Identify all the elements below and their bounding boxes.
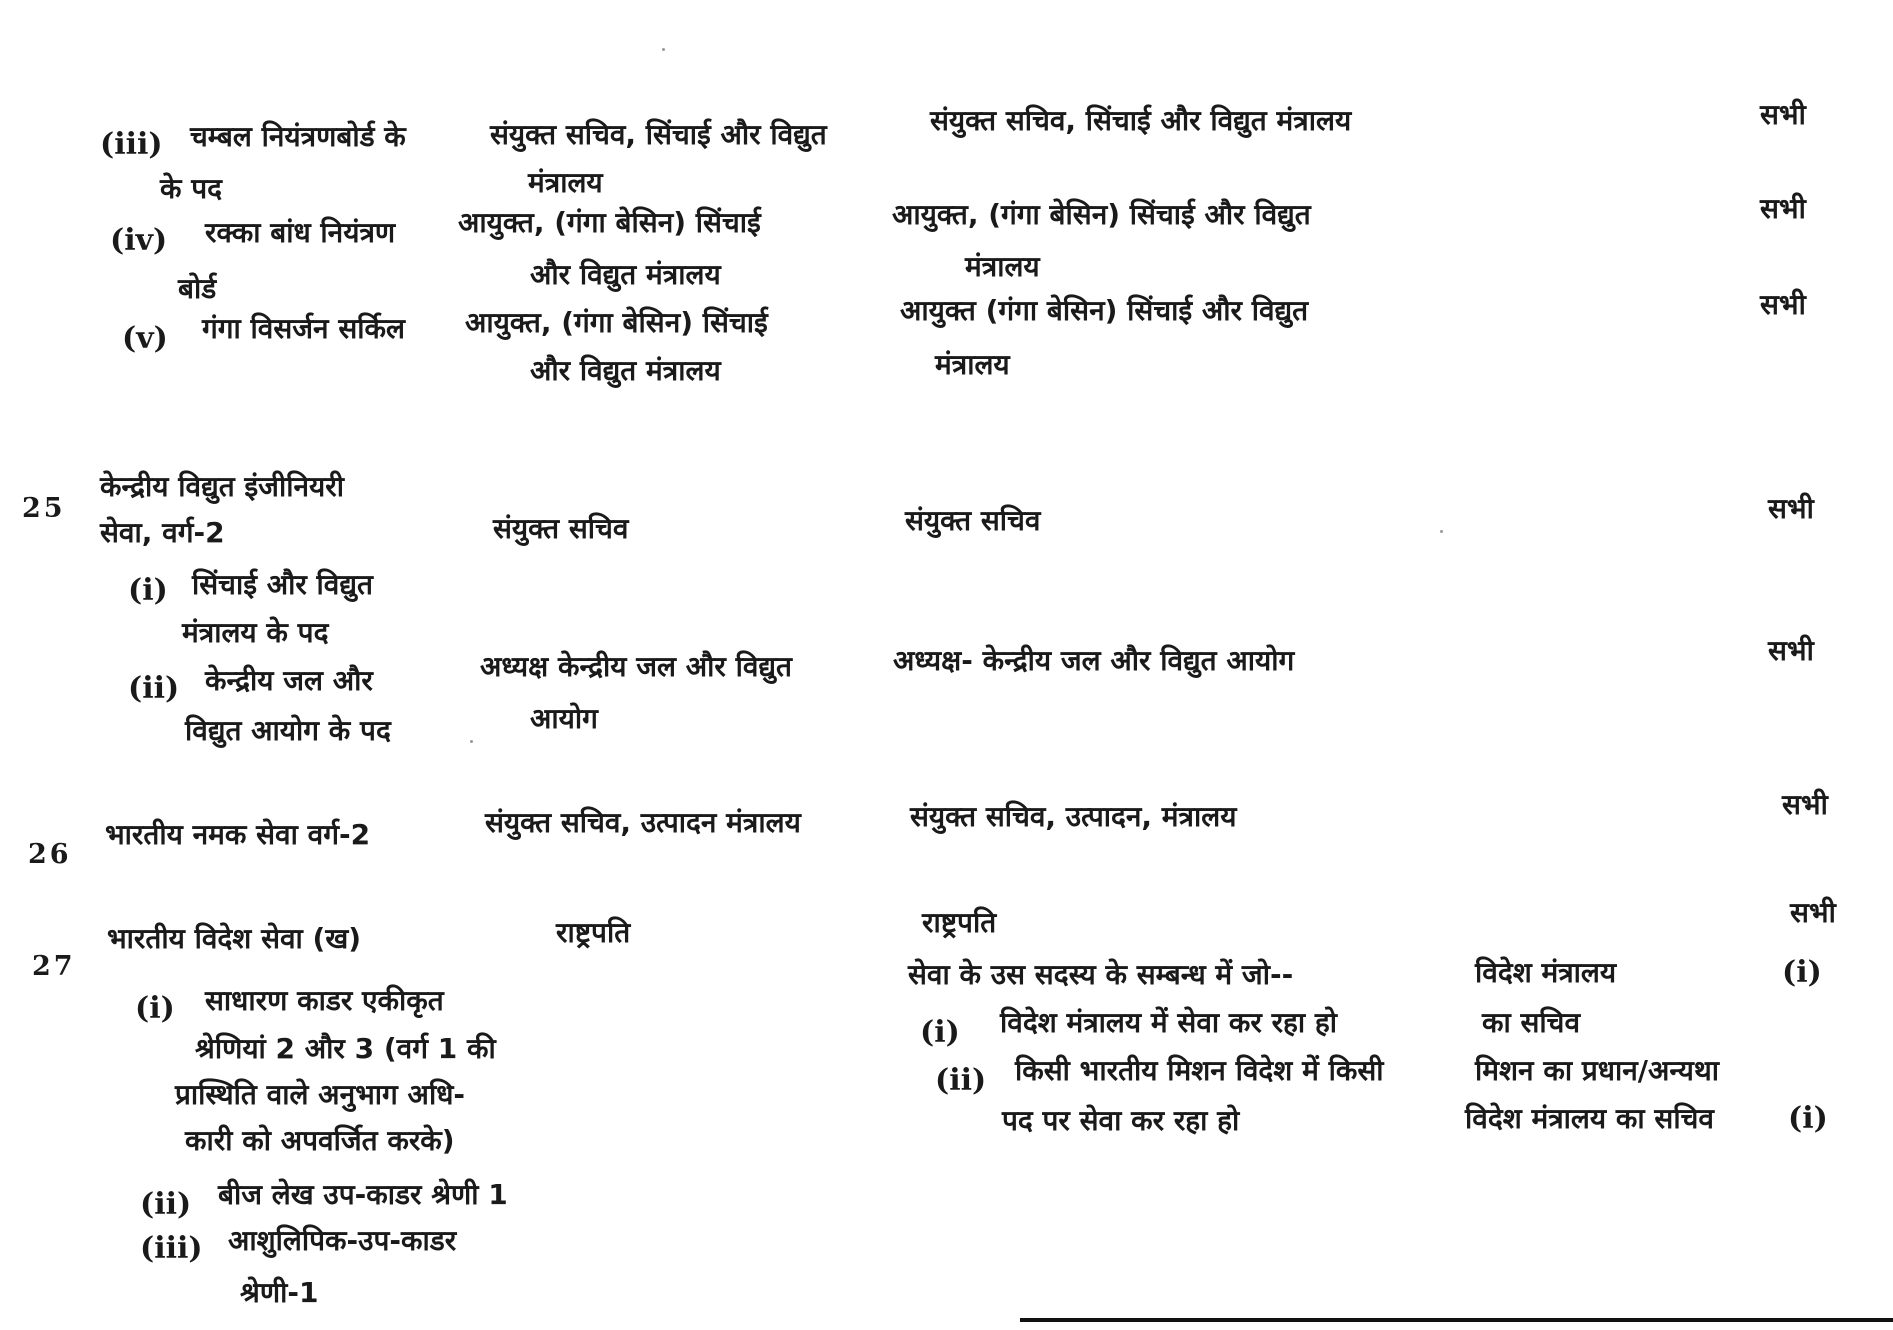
post-name: मंत्रालय के पद xyxy=(182,616,329,649)
authority-text: संयुक्त सचिव, सिंचाई और विद्युत xyxy=(490,118,827,151)
post-name: सिंचाई और विद्युत xyxy=(192,568,373,601)
applicability-text: सभी xyxy=(1760,98,1806,131)
authority-text: और विद्युत मंत्रालय xyxy=(530,354,721,387)
sub-item-numeral: (ii) xyxy=(935,1063,987,1098)
clause-reference: (i) xyxy=(1782,955,1822,990)
section-number: 26 xyxy=(28,839,72,870)
authority-text: आयुक्त, (गंगा बेसिन) सिंचाई xyxy=(465,306,768,339)
appellate-authority-text: संयुक्त सचिव, सिंचाई और विद्युत मंत्रालय xyxy=(930,104,1352,137)
sub-item-numeral: (i) xyxy=(128,573,168,608)
post-name: के पद xyxy=(160,172,223,205)
post-name: प्रास्थिति वाले अनुभाग अधि- xyxy=(175,1078,466,1111)
appellate-authority-text: आयुक्त (गंगा बेसिन) सिंचाई और विद्युत xyxy=(900,294,1309,327)
applicability-text: सभी xyxy=(1768,492,1814,525)
authority-text: राष्ट्रपति xyxy=(556,916,631,949)
sub-item-numeral: (ii) xyxy=(140,1187,192,1222)
appellate-authority-text: किसी भारतीय मिशन विदेश में किसी xyxy=(1015,1054,1384,1087)
scan-speck xyxy=(662,48,665,51)
appellate-authority-text: पद पर सेवा कर रहा हो xyxy=(1002,1104,1240,1137)
post-name: साधारण काडर एकीकृत xyxy=(205,984,444,1017)
authority-text: मंत्रालय xyxy=(528,166,603,199)
authority-text: विदेश मंत्रालय का सचिव xyxy=(1465,1102,1714,1135)
bottom-rule xyxy=(1020,1318,1893,1322)
appellate-authority-text: संयुक्त सचिव xyxy=(905,504,1041,537)
post-name: श्रेणी-1 xyxy=(240,1276,319,1309)
post-name: श्रेणियां 2 और 3 (वर्ग 1 की xyxy=(195,1032,496,1065)
authority-text: संयुक्त सचिव, उत्पादन मंत्रालय xyxy=(485,806,801,839)
service-name: सेवा, वर्ग-2 xyxy=(100,516,225,549)
appellate-authority-text: सेवा के उस सदस्य के सम्बन्ध में जो-- xyxy=(908,958,1294,991)
post-name: बीज लेख उप-काडर श्रेणी 1 xyxy=(218,1178,508,1211)
applicability-text: सभी xyxy=(1790,896,1836,929)
appellate-authority-text: मंत्रालय xyxy=(965,250,1040,283)
sub-item-numeral: (v) xyxy=(122,321,168,356)
section-number: 27 xyxy=(32,951,76,982)
authority-text: आयुक्त, (गंगा बेसिन) सिंचाई xyxy=(458,206,761,239)
applicability-text: सभी xyxy=(1760,288,1806,321)
sub-item-numeral: (iii) xyxy=(140,1231,203,1266)
post-name: रक्का बांध नियंत्रण xyxy=(205,216,396,249)
authority-text: और विद्युत मंत्रालय xyxy=(530,258,721,291)
scan-speck xyxy=(470,740,473,743)
post-name: केन्द्रीय जल और xyxy=(205,664,373,697)
service-name: भारतीय विदेश सेवा (ख) xyxy=(107,922,362,955)
sub-item-numeral: (i) xyxy=(135,991,175,1026)
post-name: विद्युत आयोग के पद xyxy=(185,714,391,747)
sub-item-numeral: (i) xyxy=(920,1015,960,1050)
sub-item-numeral: (iii) xyxy=(100,127,163,162)
authority-text: मिशन का प्रधान/अन्यथा xyxy=(1475,1054,1720,1087)
post-name: कारी को अपवर्जित करके) xyxy=(185,1124,455,1157)
applicability-text: सभी xyxy=(1768,634,1814,667)
authority-text: विदेश मंत्रालय xyxy=(1475,956,1617,989)
service-name: केन्द्रीय विद्युत इंजीनियरी xyxy=(100,470,344,503)
post-name: चम्बल नियंत्रणबोर्ड के xyxy=(190,120,406,153)
authority-text: अध्यक्ष केन्द्रीय जल और विद्युत xyxy=(480,650,793,683)
sub-item-numeral: (ii) xyxy=(128,671,180,706)
authority-text: का सचिव xyxy=(1482,1006,1581,1039)
post-name: आशुलिपिक-उप-काडर xyxy=(228,1224,457,1257)
appellate-authority-text: आयुक्त, (गंगा बेसिन) सिंचाई और विद्युत xyxy=(892,198,1311,231)
appellate-authority-text: मंत्रालय xyxy=(935,348,1010,381)
service-name: भारतीय नमक सेवा वर्ग-2 xyxy=(105,818,371,851)
applicability-text: सभी xyxy=(1782,788,1828,821)
clause-reference: (i) xyxy=(1788,1101,1828,1136)
appellate-authority-text: विदेश मंत्रालय में सेवा कर रहा हो xyxy=(1000,1006,1338,1039)
appellate-authority-text: संयुक्त सचिव, उत्पादन, मंत्रालय xyxy=(910,800,1237,833)
sub-item-numeral: (iv) xyxy=(110,223,168,258)
authority-text: आयोग xyxy=(530,702,598,735)
post-name: गंगा विसर्जन सर्किल xyxy=(202,312,406,345)
section-number: 25 xyxy=(22,493,66,524)
scan-speck xyxy=(1440,530,1443,533)
appellate-authority-text: अध्यक्ष- केन्द्रीय जल और विद्युत आयोग xyxy=(893,644,1295,677)
authority-text: संयुक्त सचिव xyxy=(493,512,629,545)
post-name: बोर्ड xyxy=(178,272,217,305)
appellate-authority-text: राष्ट्रपति xyxy=(922,906,997,939)
applicability-text: सभी xyxy=(1760,192,1806,225)
